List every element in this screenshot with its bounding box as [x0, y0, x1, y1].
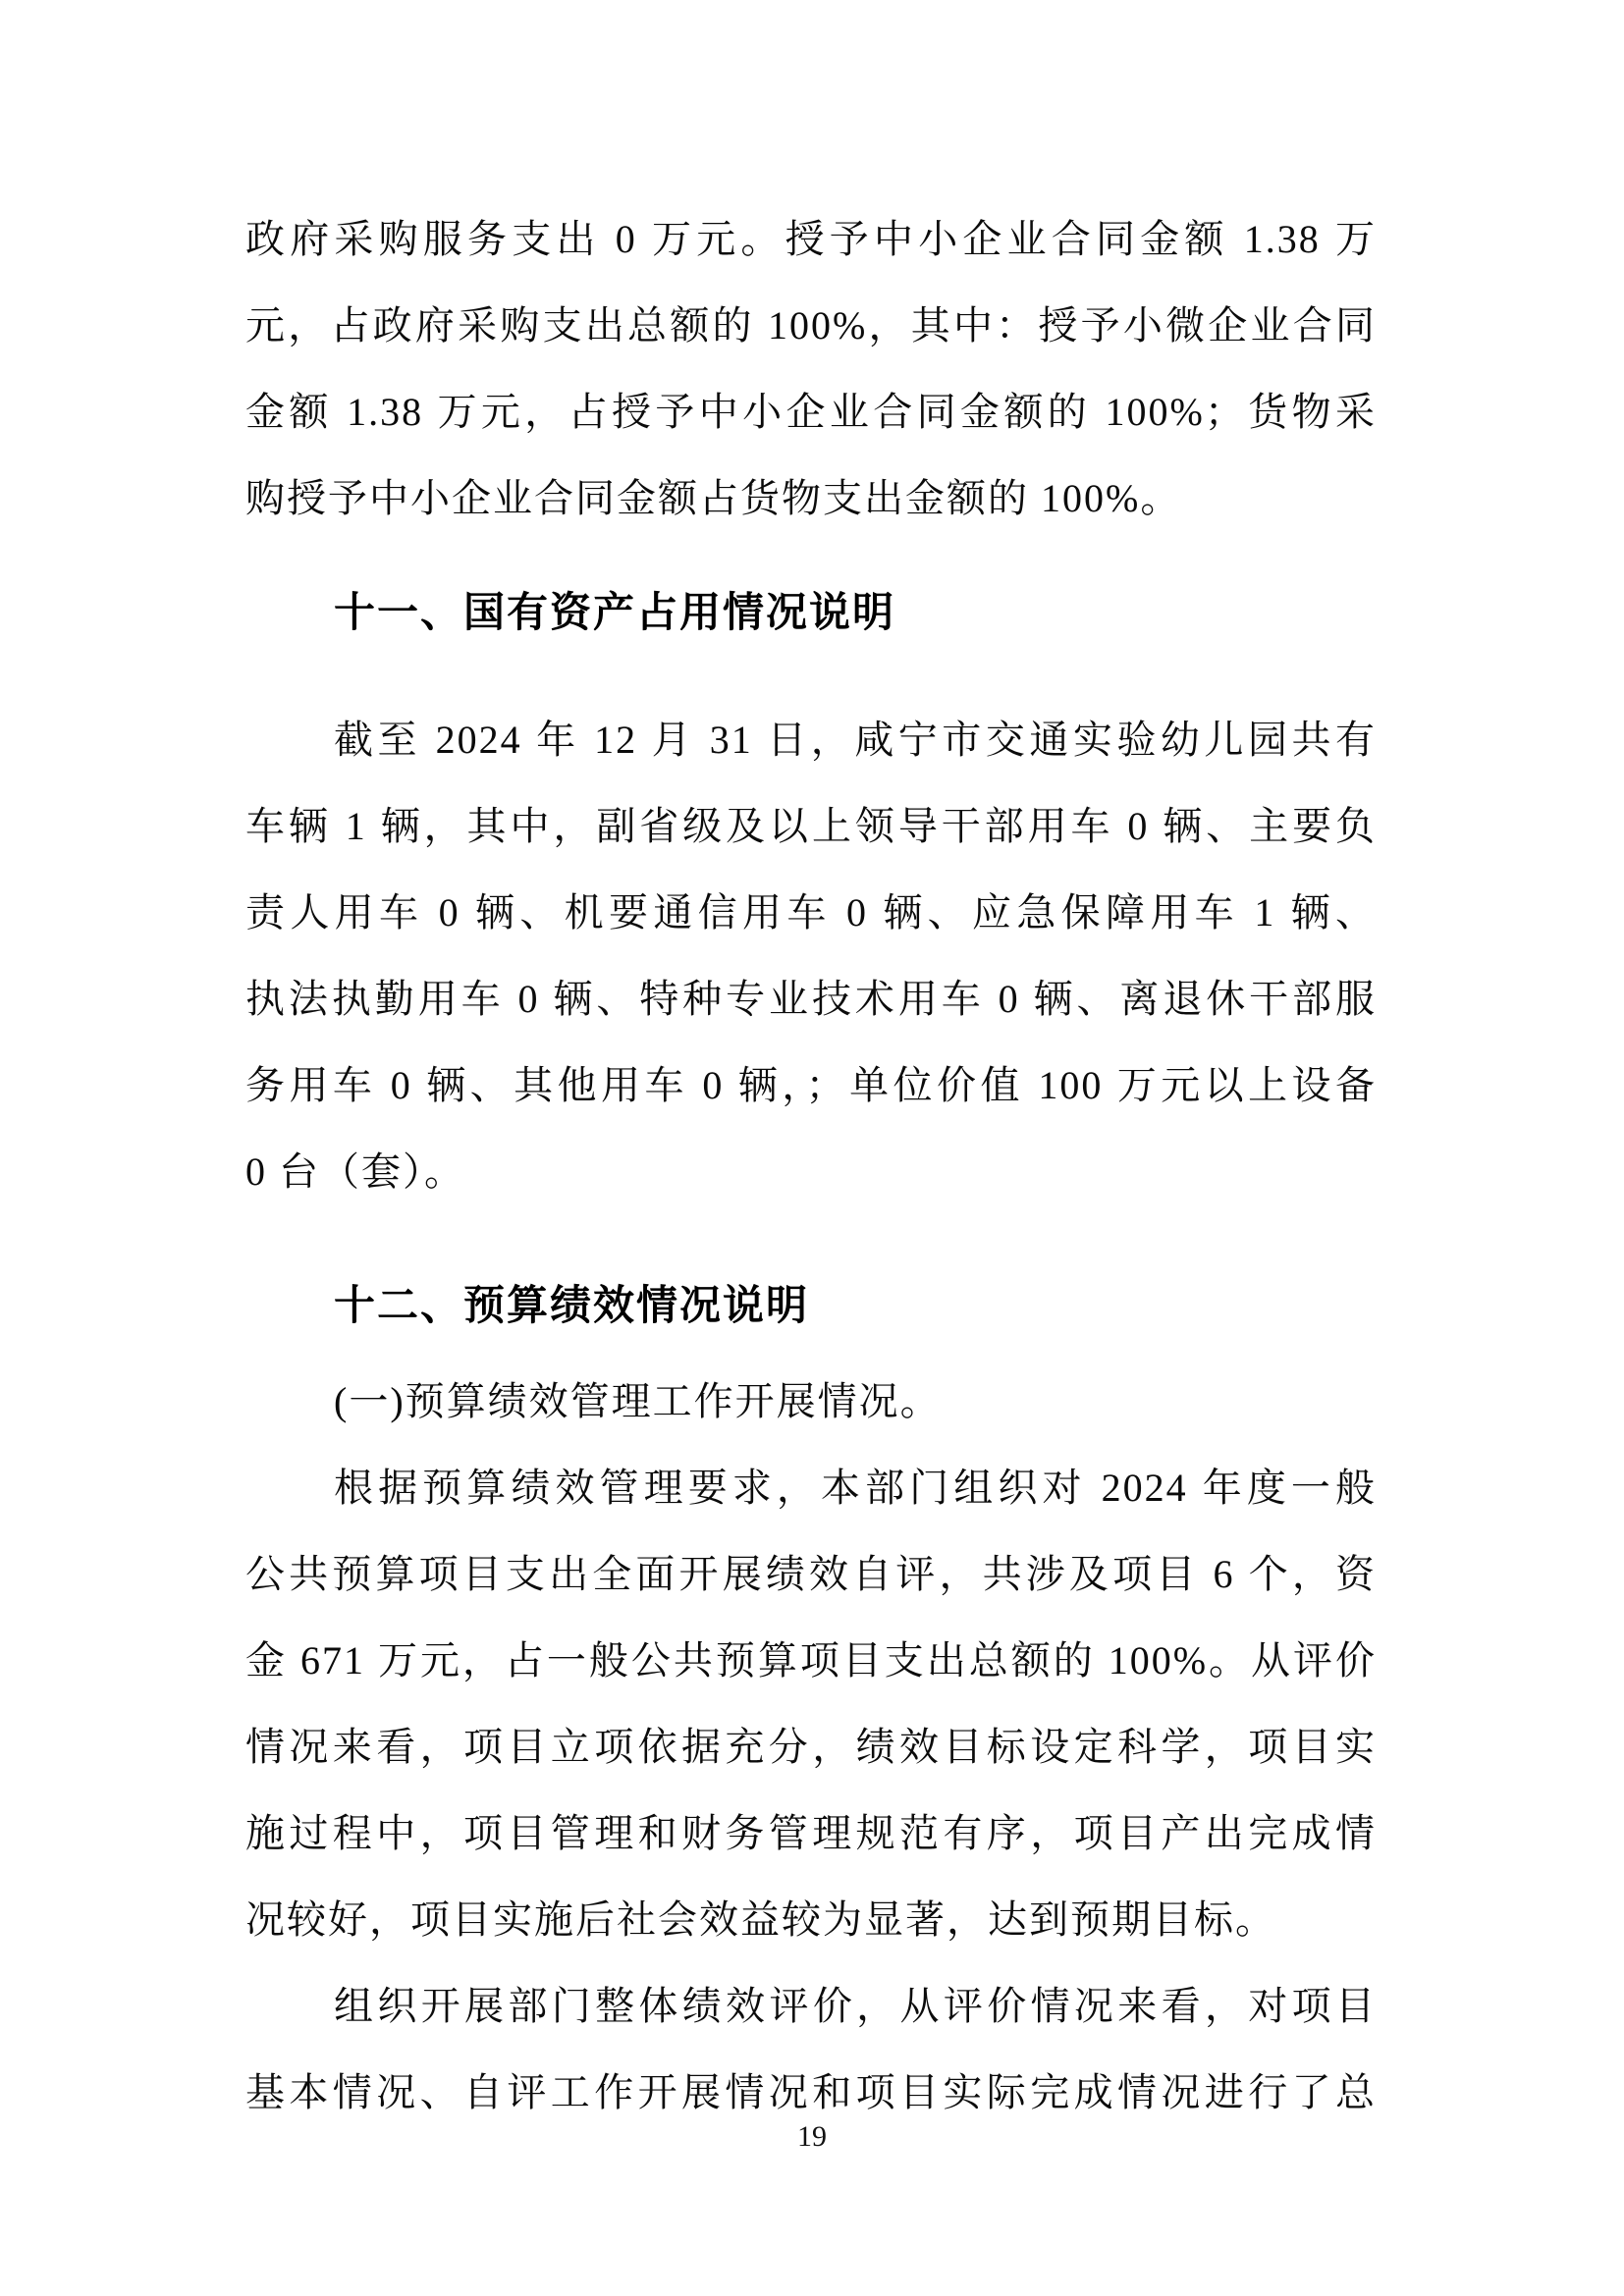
paragraph-line: 0 台（套）。 [245, 1149, 465, 1194]
subsection-heading: (一)预算绩效管理工作开展情况。 [334, 1379, 942, 1423]
section-heading-state-assets: 十一、国有资产占用情况说明 [334, 589, 896, 635]
paragraph-line: 公共预算项目支出全面开展绩效自评，共涉及项目 6 个，资 [245, 1552, 1377, 1596]
paragraph-line: 情况来看，项目立项依据充分，绩效目标设定科学，项目实 [245, 1725, 1377, 1769]
paragraph-line: 截至 2024 年 12 月 31 日，咸宁市交通实验幼儿园共有 [334, 718, 1377, 762]
paragraph-line: 车辆 1 辆，其中，副省级及以上领导干部用车 0 辆、主要负 [245, 804, 1377, 848]
paragraph-line: 施过程中，项目管理和财务管理规范有序，项目产出完成情 [245, 1811, 1377, 1855]
paragraph-line: 组织开展部门整体绩效评价，从评价情况来看，对项目 [334, 1984, 1377, 2028]
section-heading-budget-performance: 十二、预算绩效情况说明 [334, 1282, 810, 1328]
paragraph-line: 政府采购服务支出 0 万元。授予中小企业合同金额 1.38 万 [245, 217, 1377, 261]
paragraph-line: 基本情况、自评工作开展情况和项目实际完成情况进行了总 [245, 2070, 1377, 2114]
text-column [245, 196, 1377, 2136]
paragraph-line: 元，占政府采购支出总额的 100%，其中：授予小微企业合同 [245, 303, 1377, 347]
page-number: 19 [797, 2120, 827, 2153]
paragraph-line: 金额 1.38 万元，占授予中小企业合同金额的 100%；货物采 [245, 390, 1377, 434]
paragraph-line: 购授予中小企业合同金额占货物支出金额的 100%。 [245, 476, 1182, 520]
paragraph-line: 务用车 0 辆、其他用车 0 辆，；单位价值 100 万元以上设备 [245, 1063, 1377, 1107]
paragraph-line: 况较好，项目实施后社会效益较为显著，达到预期目标。 [245, 1897, 1276, 1942]
paragraph-line: 金 671 万元，占一般公共预算项目支出总额的 100%。从评价 [245, 1638, 1377, 1682]
paragraph-line: 执法执勤用车 0 辆、特种专业技术用车 0 辆、离退休干部服 [245, 977, 1377, 1021]
paragraph-line: 根据预算绩效管理要求，本部门组织对 2024 年度一般 [334, 1466, 1377, 1510]
paragraph-line: 责人用车 0 辆、机要通信用车 0 辆、应急保障用车 1 辆、 [245, 890, 1377, 934]
